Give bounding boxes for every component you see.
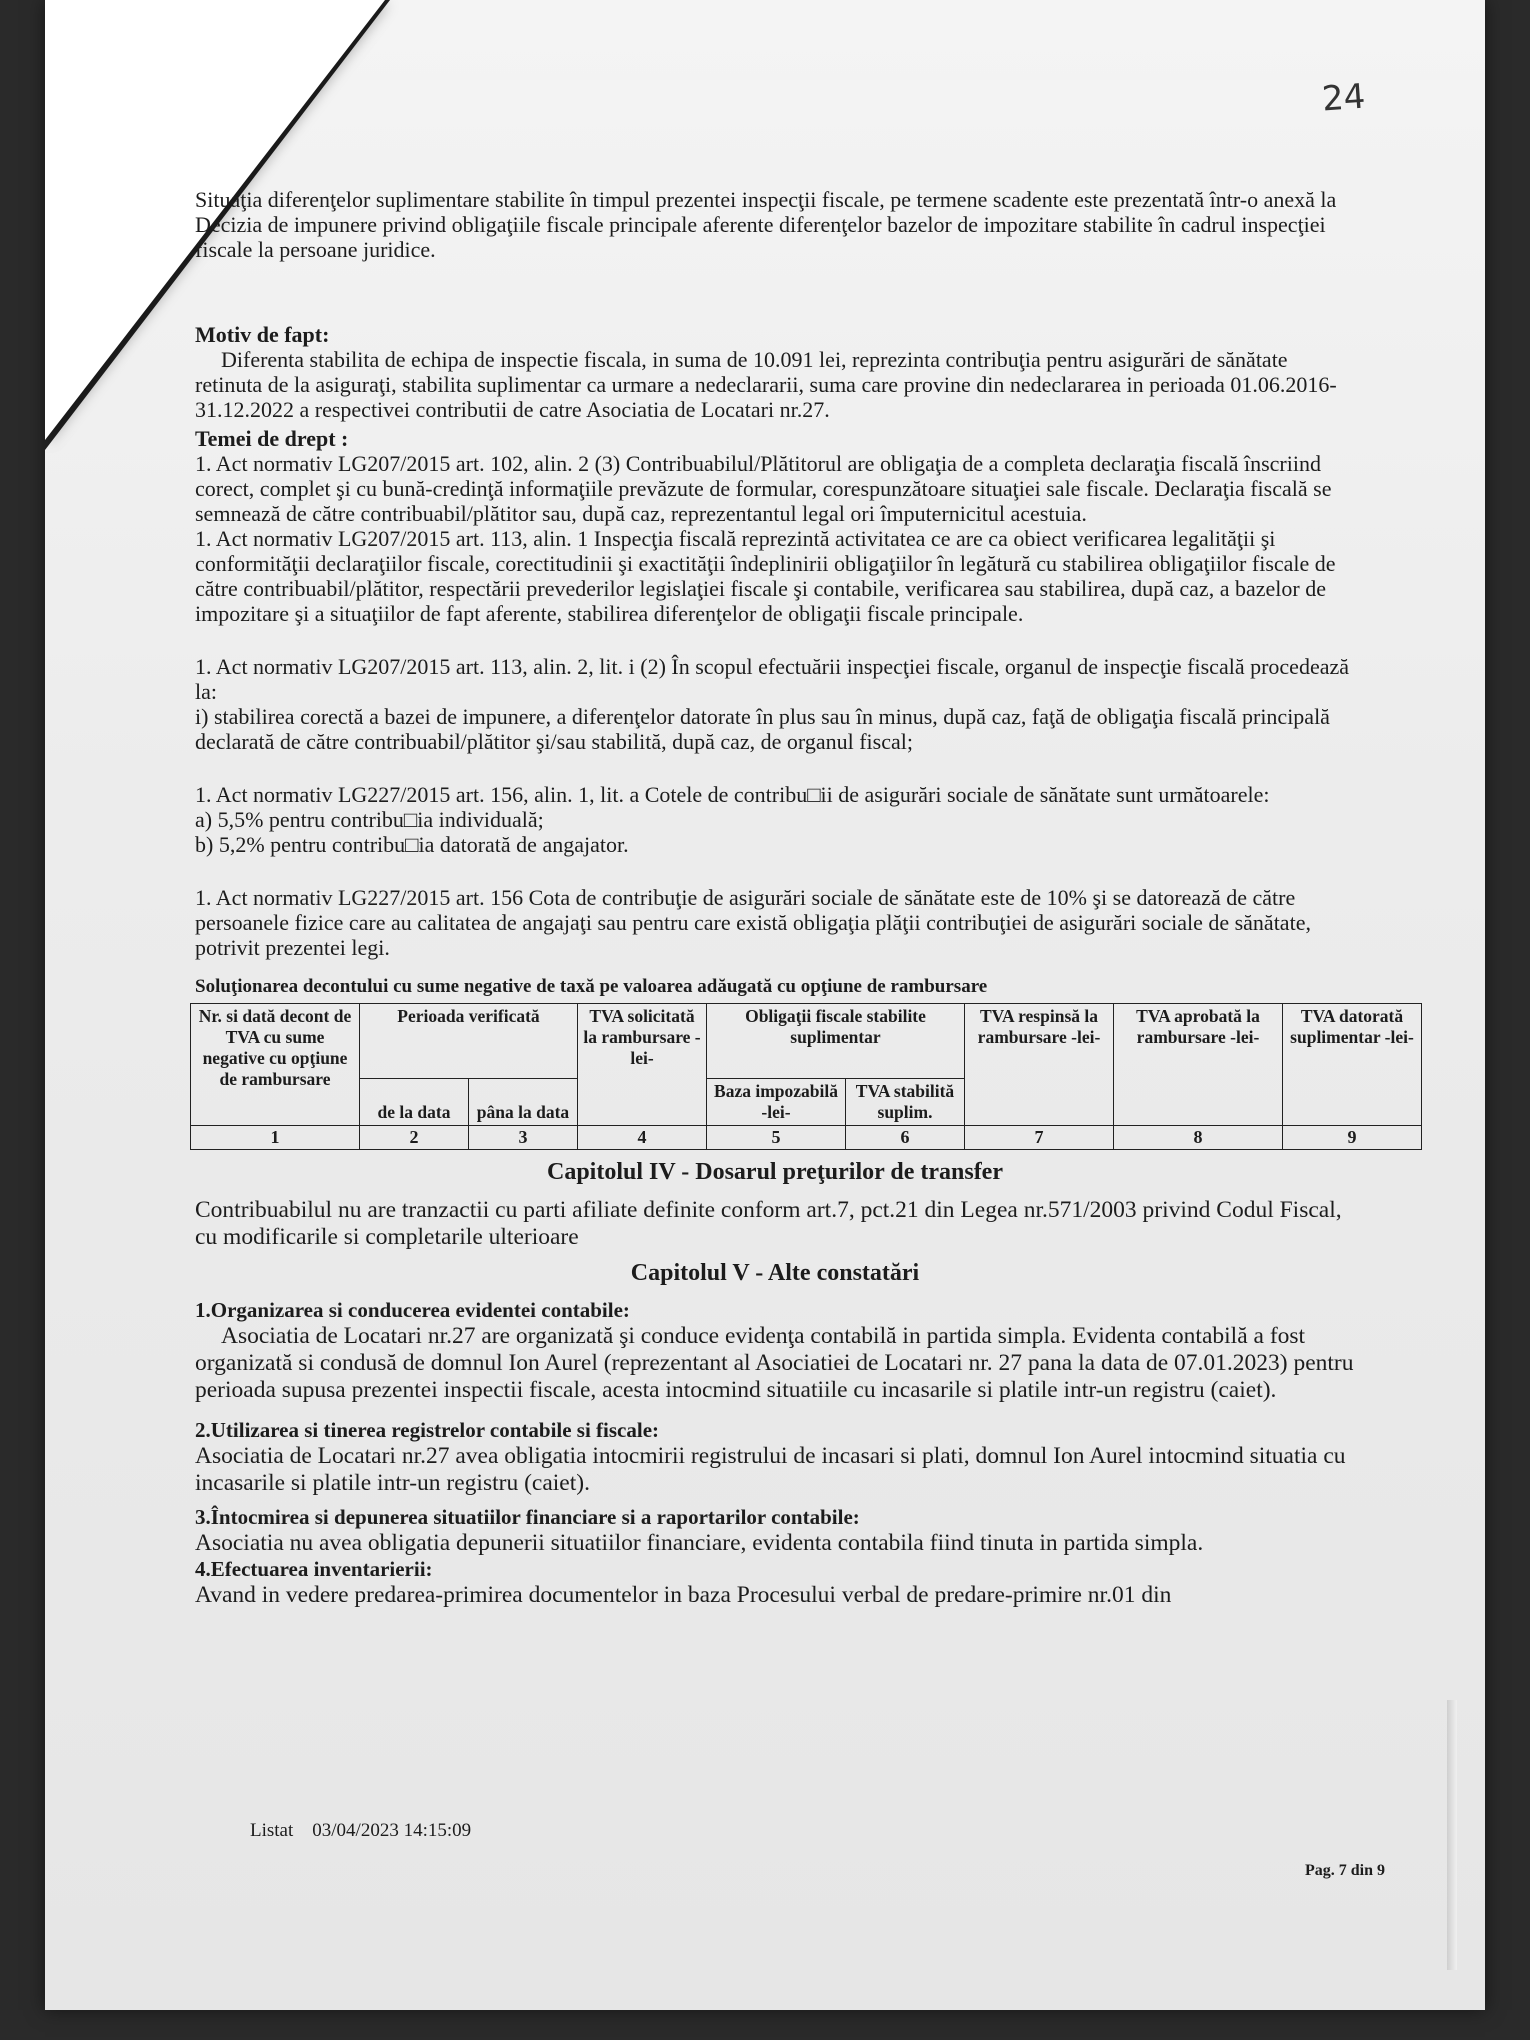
table-column-numbers	[191, 1126, 1422, 1150]
chapter-5-title: Capitolul V - Alte constatări	[630, 1260, 920, 1286]
temei-paragraph-4c: b) 5,2% pentru contribu□ia datorată de angajator.	[195, 832, 629, 857]
header-baza-impozabila: Baza impozabilă -lei-	[707, 1079, 846, 1126]
header-nr-decont: Nr. si dată decont de TVA cu sume negative cu opţiune de rambursare	[191, 1004, 360, 1126]
temei-paragraph-3b: i) stabilirea corectă a bazei de impunere, a diferenţelor datorate în plus sau în minus, după caz, faţă de obligaţia fiscală principală declarată de către contribuabil/plătitor şi/sau stabilită, după caz, de organul fiscal;	[195, 704, 1330, 754]
motiv-text: Diferenta stabilita de echipa de inspectie fiscala, in suma de 10.091 lei, reprezinta contribuţia pentru asigurări de sănătate retinuta de la asiguraţi, stabilita suplimentar ca urmare a nedeclararii, suma care provine din nedeclararea in perioada 01.06.2016-31.12.2022 a respectivei contributii de catre Asociatia de Locatari nr.27.	[195, 347, 1337, 422]
temei-paragraph-5: 1. Act normativ LG227/2015 art. 156 Cota de contribuţie de asigurări sociale de sănătate este de 10% şi se datorează de către persoanele fizice care au calitatea de angajaţi sau pentru care există obligaţia plăţii contribuţiei de asigurări sociale de sănătate, potrivit prezentei legi.	[195, 885, 1311, 960]
section-2-text: Asociatia de Locatari nr.27 avea obligatia intocmirii registrului de incasari si plati, domnul Ion Aurel intocmind situatia cu incasarile si platile intr-un registru (caiet).	[195, 1443, 1346, 1496]
chapter-4-title: Capitolul IV - Dosarul preţurilor de transfer	[547, 1159, 1003, 1185]
col-number: 1	[191, 1126, 360, 1150]
col-number: 8	[1114, 1126, 1283, 1150]
section-2-title: 2.Utilizarea si tinerea registrelor contabile si fiscale:	[195, 1418, 660, 1442]
document-body	[195, 185, 1414, 1609]
header-obligatii: Obligaţii fiscale stabilite suplimentar	[707, 1004, 965, 1079]
section-4-title: 4.Efectuarea inventarierii:	[195, 1557, 433, 1581]
temei-paragraph-1: 1. Act normativ LG207/2015 art. 102, alin. 2 (3) Contribuabilul/Plătitorul are obligaţia de a completa declaraţia fiscală înscriind corect, complet şi cu bună-credinţă informaţiile prevăzute de formular, corespunzătoare situaţiei sale fiscale. Declaraţia fiscală se semnează de către contribuabil/plătitor sau, după caz, reprezentantul legal ori împuternicitul acestuia.	[195, 451, 1332, 526]
col-number: 5	[707, 1126, 846, 1150]
tva-table	[190, 1003, 1422, 1150]
motiv-title: Motiv de fapt:	[195, 322, 330, 347]
temei-paragraph-3a: 1. Act normativ LG207/2015 art. 113, alin. 2, lit. i (2) În scopul efectuării inspecţiei fiscale, organul de inspecţie fiscală procedează la:	[195, 654, 1350, 704]
footer-page-number: Pag. 7 din 9	[1304, 1862, 1385, 1879]
col-number: 2	[360, 1126, 469, 1150]
temei-paragraph-4a: 1. Act normativ LG227/2015 art. 156, alin. 1, lit. a Cotele de contribu□ii de asigurări sociale de sănătate sunt următoarele:	[195, 782, 1270, 807]
header-tva-stabilita: TVA stabilită suplim.	[846, 1079, 965, 1126]
handwritten-page-number: 24	[1320, 76, 1367, 120]
section-3-title: 3.Întocmirea si depunerea situatiilor financiare si a raportarilor contabile:	[195, 1505, 860, 1529]
header-tva-solicitata: TVA solicitată la rambursare -lei-	[578, 1004, 707, 1126]
section-4-text: Avand in vedere predarea-primirea documentelor in baza Procesului verbal de predare-primire nr.01 din	[195, 1582, 1172, 1608]
document-page	[45, 0, 1485, 2010]
section-3-text: Asociatia nu avea obligatia depunerii situatiilor financiare, evidenta contabila fiind tinuta in partida simpla.	[195, 1530, 1204, 1556]
header-pana-la-data: pâna la data	[469, 1079, 578, 1126]
intro-paragraph: Situaţia diferenţelor suplimentare stabilite în timpul prezentei inspecţii fiscale, pe termene scadente este prezentată într-o anexă la Decizia de impunere privind obligaţiile fiscale principale aferente diferenţelor bazelor de impozitare stabilite în cadrul inspecţiei fiscale la persoane juridice.	[195, 187, 1337, 262]
header-tva-datorata: TVA datorată suplimentar -lei-	[1283, 1004, 1422, 1126]
section-1-text: Asociatia de Locatari nr.27 are organizată şi conduce evidenţa contabilă in partida simpla. Evidenta contabilă a fost organizată si condusă de domnul Ion Aurel (reprezentant al Asociatiei de Locatari nr. 27 pana la data de 07.01.2023) pentru perioada supusa prezentei inspectii fiscale, acesta intocmind situatiile cu incasarile si platile intr-un registru (caiet).	[195, 1323, 1354, 1403]
header-de-la-data: de la data	[360, 1079, 469, 1126]
table-header-row-1	[191, 1004, 1422, 1079]
stacked-pages-edge	[1447, 1700, 1457, 1970]
chapter-4-text: Contribuabilul nu are tranzactii cu parti afiliate definite conform art.7, pct.21 din Legea nr.571/2003 privind Codul Fiscal, cu modificarile si completarile ulterioare	[195, 1197, 1342, 1250]
footer-listat: Listat 03/04/2023 14:15:09	[250, 1820, 472, 1841]
table-title: Soluţionarea decontului cu sume negative de taxă pe valoarea adăugată cu opţiune de rambursare	[195, 976, 988, 997]
header-tva-aprobata: TVA aprobată la rambursare -lei-	[1114, 1004, 1283, 1126]
col-number: 7	[965, 1126, 1114, 1150]
header-perioada: Perioada verificată	[360, 1004, 578, 1079]
temei-title: Temei de drept :	[195, 426, 349, 451]
section-1-title: 1.Organizarea si conducerea evidentei contabile:	[195, 1298, 630, 1322]
temei-paragraph-4b: a) 5,5% pentru contribu□ia individuală;	[195, 807, 544, 832]
col-number: 3	[469, 1126, 578, 1150]
temei-paragraph-2: 1. Act normativ LG207/2015 art. 113, alin. 1 Inspecţia fiscală reprezintă activitatea ce are ca obiect verificarea legalităţii şi conformităţii declaraţiilor fiscale, corectitudinii şi exactităţii îndeplinirii obligaţiilor în legătură cu stabilirea obligaţiilor fiscale de către contribuabil/plătitor, respectării prevederilor legislaţiei fiscale şi contabile, verificarea sau stabilirea, după caz, a bazelor de impozitare şi a situaţiilor de fapt aferente, stabilirea diferenţelor de obligaţii fiscale principale.	[195, 526, 1336, 626]
col-number: 4	[578, 1126, 707, 1150]
header-tva-respinsa: TVA respinsă la rambursare -lei-	[965, 1004, 1114, 1126]
col-number: 6	[846, 1126, 965, 1150]
col-number: 9	[1283, 1126, 1422, 1150]
